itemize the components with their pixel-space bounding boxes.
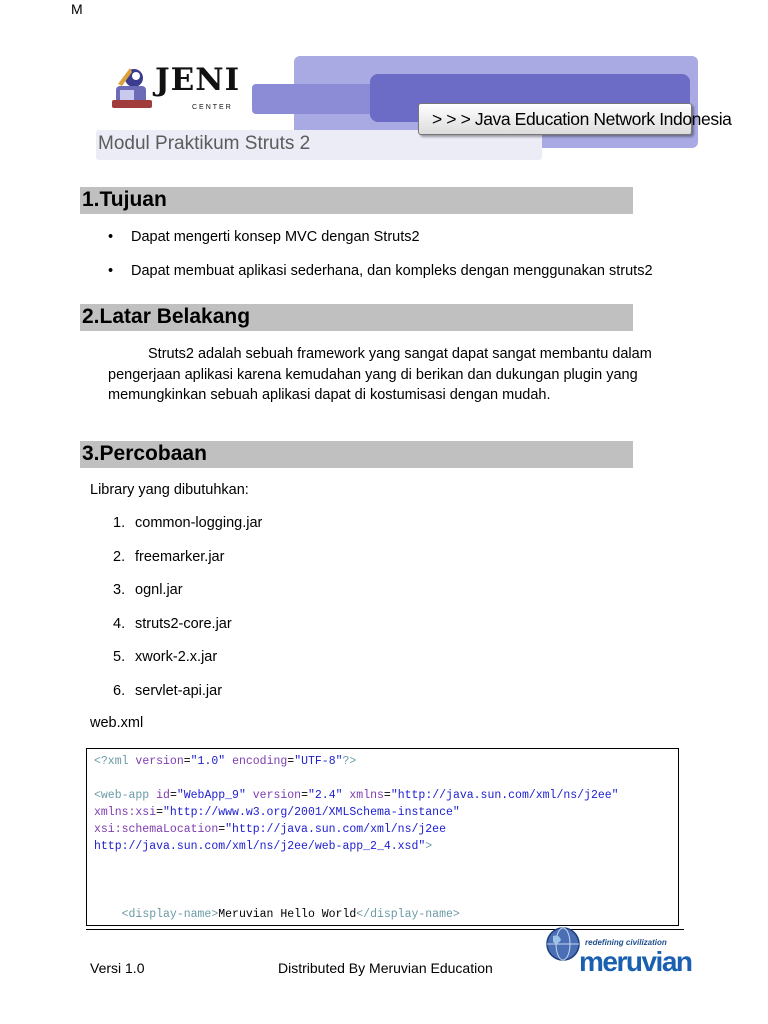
footer-version: Versi 1.0	[90, 960, 145, 976]
list-item	[113, 683, 262, 717]
list-item	[113, 549, 262, 583]
section-heading-tujuan	[80, 187, 633, 214]
section-title: 2.Latar Belakang	[82, 305, 251, 328]
code-block: <?xml version="1.0" encoding="UTF-8"?> <web-app id="WebApp_9" version="2.4" xmlns="http://java.sun.com/xml/ns/j2ee" xmlns:xsi="http://www.w3.org/2001/XMLSchema-instance" xsi:schemaLocation="http://java.sun.com/xml/ns/j2ee http://java.sun.com/xml/ns/j2ee/web-app_2_4.xsd"> <display-name>Meruvian Hello World</display-name>	[86, 748, 679, 926]
logo-subtitle: CENTER	[192, 104, 233, 111]
library-intro: Library yang dibutuhkan:	[90, 482, 249, 498]
list-item: • Dapat membuat aplikasi sederhana, dan kompleks dengan menggunakan struts2	[108, 263, 653, 297]
list-number: 6.	[113, 682, 126, 699]
library-name: freemarker.jar	[135, 548, 225, 565]
brand-wordmark: meruvian	[579, 946, 692, 977]
jeni-logo	[110, 62, 241, 114]
list-number: 1.	[113, 515, 126, 531]
footer-distributed-by: Distributed By Meruvian Education	[278, 960, 493, 976]
section-heading-percobaan	[80, 441, 633, 468]
library-name: struts2-core.jar	[135, 615, 232, 632]
library-name: servlet-api.jar	[135, 682, 223, 699]
brand-tagline: redefining civilization	[585, 938, 667, 947]
library-name: xwork-2.x.jar	[135, 649, 218, 665]
file-label: web.xml	[90, 715, 144, 731]
section-title: 1.Tujuan	[82, 188, 167, 211]
list-item	[113, 582, 262, 616]
module-title: Modul Praktikum Struts 2	[98, 133, 311, 154]
logo-wordmark: JENI	[155, 62, 241, 98]
library-name: common-logging.jar	[135, 515, 263, 531]
library-name: ognl.jar	[135, 582, 183, 598]
latar-belakang-paragraph	[108, 344, 688, 406]
globe-icon	[545, 926, 581, 962]
section-heading-latar-belakang	[80, 304, 633, 331]
tujuan-list	[108, 229, 653, 297]
list-number: 3.	[113, 582, 126, 598]
list-number: 5.	[113, 649, 126, 665]
list-item: • Dapat mengerti konsep MVC dengan Struts2	[108, 229, 653, 263]
list-number: 4.	[113, 615, 126, 632]
page-corner-mark: M	[71, 1, 83, 17]
list-item	[113, 649, 262, 683]
paragraph-text: Struts2 adalah sebuah framework yang sangat dapat sangat membantu dalam pengerjaan aplikasi karena kemudahan yang di berikan dan dukungan plugin yang memungkinkan sebuah aplikasi dapat di kostumisasi dengan mudah.	[108, 346, 652, 403]
list-item	[113, 515, 262, 549]
meruvian-logo	[545, 924, 692, 978]
section-title: 3.Percobaan	[82, 442, 207, 465]
list-item	[113, 616, 262, 650]
list-number: 2.	[113, 548, 126, 565]
jeni-mascot-icon	[110, 64, 156, 114]
banner-label: > > > Java Education Network Indonesia	[418, 103, 692, 135]
library-list	[113, 515, 262, 716]
